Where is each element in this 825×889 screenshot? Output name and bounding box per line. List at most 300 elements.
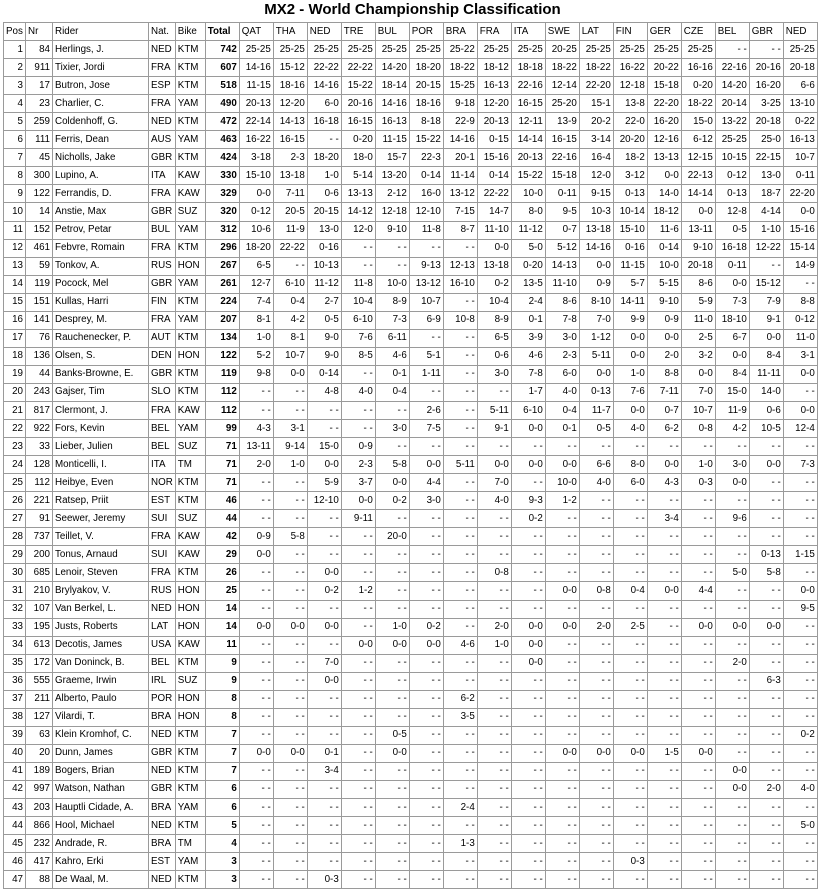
cell-ned: 0-14 [307,365,341,383]
cell-qat: 20-13 [239,95,273,113]
cell-fin: 4-0 [613,420,647,438]
cell-nr: 195 [26,618,53,636]
cell-ned: - - [307,690,341,708]
cell-total: 122 [205,347,239,365]
cell-ned: - - [307,708,341,726]
cell-rider: Monticelli, I. [53,456,149,474]
cell-ita: - - [511,708,545,726]
cell-lat: 20-2 [579,113,613,131]
cell-nat: FRA [149,59,176,77]
cell-pos: 35 [4,654,26,672]
cell-bul: - - [375,401,409,419]
cell-fin: - - [613,835,647,853]
cell-ita: 0-0 [511,636,545,654]
cell-swe: 0-7 [545,221,579,239]
cell-por: 1-11 [409,365,443,383]
cell-lat: 6-6 [579,456,613,474]
cell-pos: 27 [4,510,26,528]
cell-cze: 20-18 [681,257,715,275]
cell-tre: 9-11 [341,510,375,528]
cell-swe: - - [545,708,579,726]
cell-qat: - - [239,871,273,889]
cell-lat: 0-5 [579,420,613,438]
cell-ned: 15-0 [307,438,341,456]
cell-nat: EST [149,853,176,871]
cell-ita: 8-0 [511,203,545,221]
cell-nr: 44 [26,365,53,383]
cell-gbr: 9-1 [749,311,783,329]
cell-fra: 1-0 [477,636,511,654]
cell-total: 224 [205,293,239,311]
cell-fin: 5-7 [613,275,647,293]
cell-bra: - - [443,672,477,690]
cell-rider: Desprey, M. [53,311,149,329]
cell-nr: 136 [26,347,53,365]
cell-qat: - - [239,401,273,419]
cell-ger: - - [647,618,681,636]
cell-tre: 0-0 [341,492,375,510]
cell-qat: - - [239,690,273,708]
cell-tha: 22-22 [273,239,307,257]
cell-bike: TM [175,456,205,474]
cell-nat: BUL [149,221,176,239]
cell-total: 312 [205,221,239,239]
cell-bel: - - [715,871,749,889]
cell-rider: Watson, Nathan [53,780,149,798]
cell-ita: - - [511,600,545,618]
table-row [4,167,818,185]
cell-nat: ITA [149,167,176,185]
cell-cze: 22-13 [681,167,715,185]
cell-fra: 3-0 [477,365,511,383]
cell-por: - - [409,654,443,672]
cell-nat: NED [149,817,176,835]
cell-bra: 2-4 [443,799,477,817]
cell-nr: 203 [26,799,53,817]
cell-ned: 0-6 [307,185,341,203]
cell-bike: KTM [175,239,205,257]
cell-ned2: 16-13 [783,131,817,149]
cell-por: 13-12 [409,275,443,293]
cell-bike: YAM [175,221,205,239]
cell-ned: - - [307,401,341,419]
cell-tre: - - [341,780,375,798]
cell-fra: - - [477,582,511,600]
cell-total: 320 [205,203,239,221]
cell-rider: Graeme, Irwin [53,672,149,690]
column-header-tha: THA [273,23,307,41]
cell-gbr: - - [749,726,783,744]
cell-qat: 4-3 [239,420,273,438]
cell-bul: - - [375,582,409,600]
cell-nr: 461 [26,239,53,257]
cell-ita: 0-1 [511,311,545,329]
cell-nr: 23 [26,95,53,113]
cell-fin: 0-0 [613,401,647,419]
cell-fin: 0-3 [613,853,647,871]
cell-ger: - - [647,636,681,654]
cell-cze: - - [681,492,715,510]
cell-bra: 6-2 [443,690,477,708]
cell-bra: 4-6 [443,636,477,654]
cell-ned2: - - [783,672,817,690]
cell-lat: - - [579,510,613,528]
cell-total: 472 [205,113,239,131]
cell-bike: HON [175,582,205,600]
cell-por: - - [409,817,443,835]
cell-ger: 6-2 [647,420,681,438]
cell-lat: - - [579,672,613,690]
cell-fin: - - [613,546,647,564]
cell-nat: NED [149,41,176,59]
cell-swe: 11-10 [545,275,579,293]
cell-bike: KTM [175,41,205,59]
cell-tre: 4-0 [341,383,375,401]
cell-fra: - - [477,853,511,871]
cell-tre: 20-16 [341,95,375,113]
table-row [4,185,818,203]
cell-ned2: - - [783,853,817,871]
cell-gbr: 0-0 [749,329,783,347]
cell-cze: 13-11 [681,221,715,239]
table-row [4,817,818,835]
cell-ned2: - - [783,474,817,492]
cell-ita: 13-5 [511,275,545,293]
cell-ned: 0-1 [307,744,341,762]
cell-qat: - - [239,492,273,510]
cell-tre: 13-13 [341,185,375,203]
cell-tre: - - [341,600,375,618]
cell-fin: 0-13 [613,185,647,203]
cell-nat: GBR [149,780,176,798]
cell-gbr: 6-3 [749,672,783,690]
cell-por: 0-2 [409,618,443,636]
cell-ger: - - [647,654,681,672]
cell-ned2: - - [783,744,817,762]
cell-ned2: 3-1 [783,347,817,365]
cell-total: 11 [205,636,239,654]
cell-tha: 5-8 [273,528,307,546]
cell-total: 25 [205,582,239,600]
cell-por: - - [409,510,443,528]
cell-swe: - - [545,799,579,817]
cell-rider: Heibye, Even [53,474,149,492]
cell-pos: 31 [4,582,26,600]
cell-por: - - [409,726,443,744]
cell-nat: ESP [149,77,176,95]
cell-total: 112 [205,401,239,419]
cell-ita: - - [511,817,545,835]
cell-tha: - - [273,672,307,690]
cell-tre: 0-20 [341,131,375,149]
cell-nr: 200 [26,546,53,564]
cell-pos: 26 [4,492,26,510]
cell-nat: SUI [149,510,176,528]
cell-ned: 1-0 [307,167,341,185]
cell-tha: 4-2 [273,311,307,329]
cell-tre: 15-22 [341,77,375,95]
cell-bul: 16-13 [375,113,409,131]
cell-bra: 22-9 [443,113,477,131]
cell-tha: - - [273,654,307,672]
cell-gbr: - - [749,853,783,871]
cell-ita: - - [511,762,545,780]
cell-bra: 15-25 [443,77,477,95]
cell-bra: - - [443,726,477,744]
cell-ned: 0-0 [307,564,341,582]
table-row [4,59,818,77]
cell-bel: 0-12 [715,167,749,185]
cell-qat: 18-20 [239,239,273,257]
cell-lat: - - [579,636,613,654]
cell-tha: - - [273,474,307,492]
cell-ita: 25-25 [511,41,545,59]
cell-nr: 84 [26,41,53,59]
cell-gbr: 11-11 [749,365,783,383]
cell-bra: - - [443,853,477,871]
cell-fin: 18-2 [613,149,647,167]
cell-gbr: - - [749,871,783,889]
cell-bel: 6-7 [715,329,749,347]
cell-ita: - - [511,690,545,708]
cell-bra: - - [443,817,477,835]
cell-fin: - - [613,690,647,708]
cell-ger: - - [647,726,681,744]
cell-tha: - - [273,401,307,419]
cell-nr: 107 [26,600,53,618]
cell-lat: 7-0 [579,311,613,329]
cell-ita: 14-14 [511,131,545,149]
cell-tha: 2-3 [273,149,307,167]
cell-ita: 22-16 [511,77,545,95]
cell-bra: 20-1 [443,149,477,167]
column-header-swe: SWE [545,23,579,41]
cell-swe: 22-16 [545,149,579,167]
cell-bul: 14-16 [375,95,409,113]
cell-nat: BEL [149,438,176,456]
cell-qat: 12-7 [239,275,273,293]
cell-gbr: 4-14 [749,203,783,221]
cell-ger: 10-0 [647,257,681,275]
cell-bra: - - [443,510,477,528]
cell-fin: 6-0 [613,474,647,492]
cell-ned: - - [307,420,341,438]
cell-nat: GBR [149,365,176,383]
cell-bra: - - [443,528,477,546]
cell-qat: 0-12 [239,203,273,221]
cell-rider: Fors, Kevin [53,420,149,438]
cell-fra: 0-8 [477,564,511,582]
cell-bul: - - [375,762,409,780]
cell-swe: - - [545,780,579,798]
cell-lat: 10-3 [579,203,613,221]
cell-lat: 18-22 [579,59,613,77]
cell-por: - - [409,853,443,871]
cell-por: 20-15 [409,77,443,95]
cell-fra: 18-12 [477,59,511,77]
cell-total: 463 [205,131,239,149]
cell-fra: - - [477,546,511,564]
cell-total: 71 [205,456,239,474]
cell-fra: 8-9 [477,311,511,329]
cell-ned2: 0-0 [783,582,817,600]
table-row [4,131,818,149]
cell-fra: 25-25 [477,41,511,59]
cell-bel: 0-5 [715,221,749,239]
cell-fra: 16-13 [477,77,511,95]
cell-lat: - - [579,492,613,510]
cell-swe: 16-15 [545,131,579,149]
cell-tha: 20-5 [273,203,307,221]
cell-qat: 0-9 [239,528,273,546]
cell-tha: - - [273,257,307,275]
cell-bul: - - [375,799,409,817]
cell-gbr: 22-15 [749,149,783,167]
cell-pos: 24 [4,456,26,474]
cell-nat: NED [149,762,176,780]
table-row [4,438,818,456]
cell-fin: 14-11 [613,293,647,311]
cell-gbr: - - [749,690,783,708]
cell-total: 14 [205,600,239,618]
cell-bul: - - [375,257,409,275]
column-header-ned: NED [307,23,341,41]
cell-bul: 11-15 [375,131,409,149]
cell-ned: 9-0 [307,347,341,365]
cell-ned: - - [307,799,341,817]
cell-swe: - - [545,528,579,546]
cell-bul: 1-0 [375,618,409,636]
cell-por: 0-14 [409,167,443,185]
cell-ita: 2-4 [511,293,545,311]
cell-bike: SUZ [175,672,205,690]
cell-ned2: 12-4 [783,420,817,438]
cell-bel: 16-18 [715,239,749,257]
cell-ned2: - - [783,708,817,726]
cell-rider: Febvre, Romain [53,239,149,257]
cell-tha: 7-11 [273,185,307,203]
cell-por: - - [409,708,443,726]
cell-ned2: - - [783,275,817,293]
cell-cze: 15-0 [681,113,715,131]
cell-bike: KTM [175,474,205,492]
cell-bel: 8-4 [715,365,749,383]
cell-tha: 0-4 [273,293,307,311]
cell-ned: 22-22 [307,59,341,77]
cell-bike: KAW [175,636,205,654]
cell-nat: DEN [149,347,176,365]
cell-ger: 3-4 [647,510,681,528]
cell-bul: 0-0 [375,474,409,492]
cell-nr: 128 [26,456,53,474]
cell-gbr: - - [749,817,783,835]
table-row [4,708,818,726]
cell-ned2: - - [783,690,817,708]
cell-fin: 0-4 [613,582,647,600]
cell-ita: - - [511,744,545,762]
cell-lat: 13-18 [579,221,613,239]
cell-cze: 0-0 [681,203,715,221]
cell-tha: - - [273,383,307,401]
cell-ita: 18-18 [511,59,545,77]
cell-ned: - - [307,817,341,835]
cell-cze: - - [681,817,715,835]
cell-ita: 7-8 [511,365,545,383]
cell-bra: 5-11 [443,456,477,474]
cell-bike: KTM [175,654,205,672]
cell-total: 7 [205,744,239,762]
cell-gbr: 0-0 [749,456,783,474]
cell-tha: - - [273,510,307,528]
cell-tre: 22-22 [341,59,375,77]
cell-ned2: 7-3 [783,456,817,474]
cell-pos: 7 [4,149,26,167]
table-row [4,780,818,798]
cell-gbr: 14-0 [749,383,783,401]
cell-por: 7-5 [409,420,443,438]
cell-total: 71 [205,474,239,492]
cell-qat: 0-0 [239,185,273,203]
cell-swe: - - [545,871,579,889]
cell-ita: 15-22 [511,167,545,185]
cell-tha: 10-7 [273,347,307,365]
cell-bel: - - [715,546,749,564]
cell-nat: SLO [149,383,176,401]
cell-bel: 0-11 [715,257,749,275]
cell-bel: - - [715,582,749,600]
cell-ita: - - [511,546,545,564]
cell-nat: FRA [149,185,176,203]
cell-rider: Herlings, J. [53,41,149,59]
cell-nat: GBR [149,744,176,762]
cell-bike: KAW [175,185,205,203]
cell-nat: BEL [149,654,176,672]
cell-cze: - - [681,546,715,564]
cell-ger: 20-22 [647,59,681,77]
cell-tha: - - [273,817,307,835]
cell-gbr: - - [749,654,783,672]
cell-bike: HON [175,618,205,636]
cell-nr: 997 [26,780,53,798]
cell-nat: AUS [149,131,176,149]
cell-bul: 4-6 [375,347,409,365]
table-row [4,239,818,257]
cell-fra: - - [477,780,511,798]
cell-ita: - - [511,871,545,889]
cell-ita: - - [511,528,545,546]
cell-lat: 0-0 [579,257,613,275]
cell-rider: Tonkov, A. [53,257,149,275]
cell-bel: - - [715,600,749,618]
cell-lat: - - [579,726,613,744]
cell-qat: 25-25 [239,41,273,59]
cell-bra: 1-3 [443,835,477,853]
cell-bike: KTM [175,383,205,401]
cell-fin: 8-0 [613,456,647,474]
cell-nr: 555 [26,672,53,690]
cell-rider: Banks-Browne, E. [53,365,149,383]
cell-bul: 12-18 [375,203,409,221]
cell-bul: 25-25 [375,41,409,59]
cell-lat: - - [579,528,613,546]
cell-por: 4-4 [409,474,443,492]
cell-tre: - - [341,744,375,762]
cell-ned: 7-0 [307,654,341,672]
cell-bra: 12-13 [443,257,477,275]
cell-rider: Kahro, Erki [53,853,149,871]
cell-fin: - - [613,708,647,726]
cell-cze: 0-8 [681,420,715,438]
